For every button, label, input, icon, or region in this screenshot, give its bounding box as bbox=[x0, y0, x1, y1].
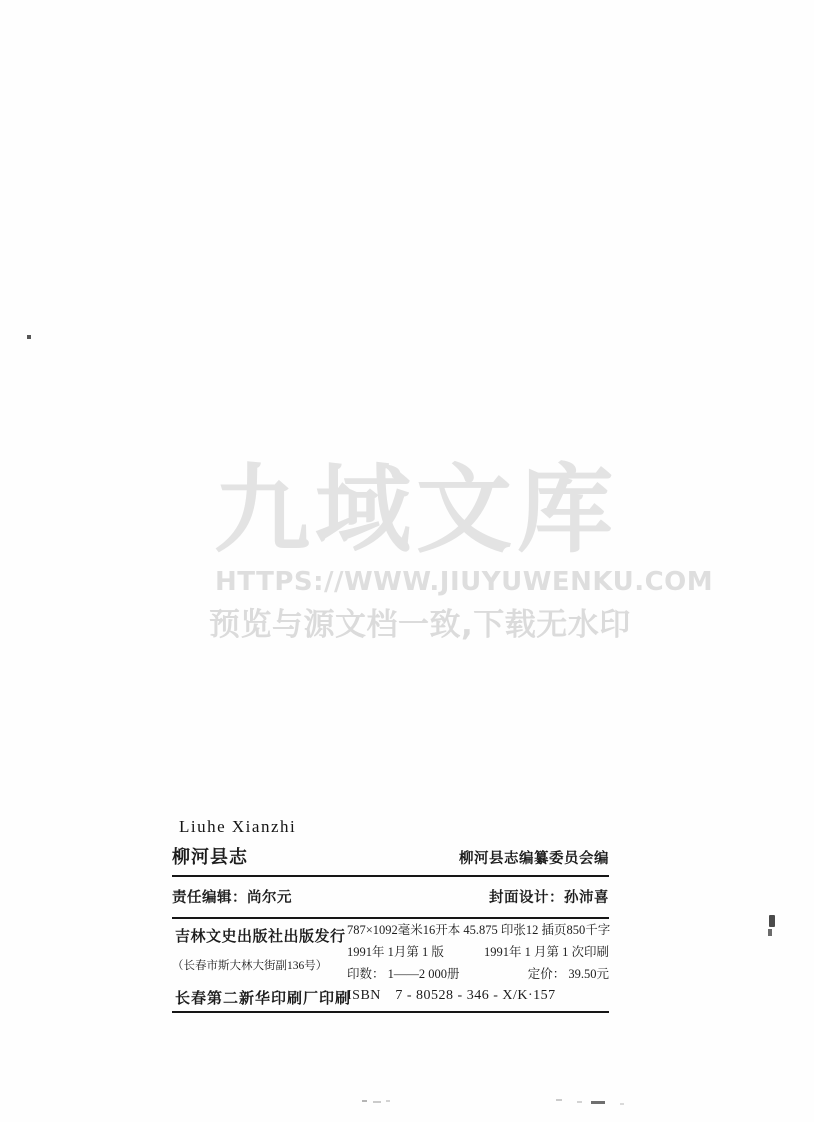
printer-name: 长春第二新华印刷厂印刷 bbox=[175, 991, 352, 1007]
print-details-column bbox=[347, 919, 609, 1007]
scan-mark-right-lower bbox=[768, 929, 772, 936]
scan-smudge bbox=[591, 1101, 605, 1104]
scan-smudge bbox=[362, 1100, 367, 1102]
scan-smudge bbox=[556, 1099, 562, 1101]
scan-mark-right bbox=[769, 915, 775, 927]
compiler-committee: 柳河县志编纂委员会编 bbox=[459, 851, 609, 867]
scan-smudge bbox=[386, 1100, 390, 1102]
printing-info: 1991年 1 月第 1 次印刷 bbox=[483, 945, 609, 959]
scan-smudge bbox=[620, 1103, 624, 1105]
price: 定价： 39.50元 bbox=[527, 967, 609, 981]
print-run: 印数： 1——2 000册 bbox=[347, 967, 460, 981]
editors-row bbox=[172, 877, 609, 917]
edition-info: 1991年 1月第 1 版 bbox=[347, 945, 444, 959]
publisher-address: （长春市斯大林大街副136号） bbox=[172, 960, 328, 972]
publishing-info bbox=[172, 919, 609, 1011]
scan-smudge bbox=[373, 1101, 381, 1103]
watermark-tagline: 预览与源文档一致,下载无水印 bbox=[209, 607, 631, 643]
watermark-title: 九域文库 bbox=[214, 454, 618, 566]
publisher-name: 吉林文史出版社出版发行 bbox=[175, 929, 346, 945]
title-row bbox=[172, 843, 609, 869]
scan-speck-left bbox=[27, 335, 31, 339]
isbn-line: ISBN 7 - 80528 - 346 - X/K·157 bbox=[347, 988, 556, 1003]
responsible-editor: 责任编辑：尚尔元 bbox=[172, 890, 292, 906]
format-line: 787×1092毫米16开本 45.875 印张12 插页850千字 bbox=[347, 923, 611, 937]
watermark-url: HTTPS://WWW.JIUYUWENKU.COM bbox=[215, 567, 714, 597]
colophon-block bbox=[172, 817, 609, 1013]
scan-smudge bbox=[577, 1101, 582, 1103]
book-title: 柳河县志 bbox=[172, 847, 248, 867]
printrun-line bbox=[347, 963, 609, 985]
edition-line bbox=[347, 941, 609, 963]
romanized-title: Liuhe Xianzhi bbox=[179, 817, 297, 836]
cover-designer: 封面设计：孙沛喜 bbox=[489, 890, 609, 906]
divider-bottom bbox=[172, 1011, 609, 1013]
